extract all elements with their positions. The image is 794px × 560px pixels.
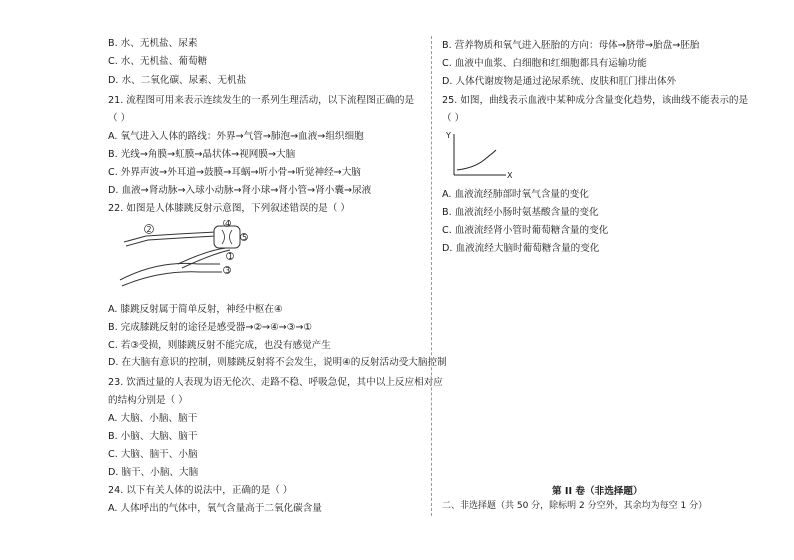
option-a-q24: A. 人体呼出的气体中，氧气含量高于二氧化碳含量 [108, 503, 322, 514]
option-a-q22: A. 膝跳反射属于简单反射，神经中枢在④ [108, 304, 283, 315]
question-23: 23. 饮酒过量的人表现为语无伦次、走路不稳、呼吸急促，其中以上反应相对应 [108, 377, 443, 388]
option-b-q20: B. 水、无机盐、尿素 [108, 38, 198, 49]
question-24: 24. 以下有关人体的说法中，正确的是（ ） [108, 485, 293, 496]
x-axis-label: X [507, 171, 513, 180]
option-b-q23: B. 小脑、大脑、脑干 [108, 431, 198, 442]
column-divider [431, 36, 433, 516]
option-d-q22: D. 在大脑有意识的控制，则膝跳反射将不会发生，说明④的反射活动受大脑控制 [108, 357, 447, 368]
y-axis-label: Y [446, 131, 451, 140]
option-d-q21: D. 血液→肾动脉→入球小动脉→肾小球→肾小管→肾小囊→尿液 [108, 185, 372, 196]
section-title: 第 II 卷（非选择题） [552, 486, 643, 497]
option-c-q24: C. 血液中血浆、白细胞和红细胞都具有运输功能 [442, 58, 647, 69]
option-b-q22: B. 完成膝跳反射的途径是感受器→②→④→③→① [108, 322, 312, 333]
option-d-q23: D. 脑干、小脑、大脑 [108, 467, 199, 478]
label-5: 5 [242, 233, 248, 242]
section-subtitle: 二、非选择题（共 50 分，除标明 2 分空外，其余均为每空 1 分） [442, 501, 708, 511]
label-3: 3 [225, 266, 231, 275]
knee-reflex-diagram [118, 220, 256, 288]
option-b-q25: B. 血液流经小肠时氨基酸含量的变化 [442, 207, 599, 218]
option-c-q22: C. 若③受损，则膝跳反射不能完成，也没有感觉产生 [108, 340, 331, 351]
option-a-q25: A. 血液流经肺部时氧气含量的变化 [442, 189, 589, 200]
option-a-q23: A. 大脑、小脑、脑干 [108, 413, 198, 424]
option-c-q21: C. 外界声波→外耳道→鼓膜→耳蜗→听小骨→听觉神经→大脑 [108, 167, 361, 178]
option-d-q25: D. 血液流经大脑时葡萄糖含量的变化 [442, 243, 600, 254]
label-1: 1 [228, 252, 234, 261]
option-b-q21: B. 光线→角膜→虹膜→晶状体→视网膜→大脑 [108, 149, 296, 160]
label-2: 2 [146, 225, 152, 234]
question-25-bracket: （ ） [442, 113, 465, 124]
option-d-q20: D. 水、二氧化碳、尿素、无机盐 [108, 75, 247, 86]
option-c-q23: C. 大脑、脑干、小脑 [108, 449, 198, 460]
option-c-q20: C. 水、无机盐、葡萄糖 [108, 56, 208, 67]
question-21: 21. 流程图可用来表示连续发生的一系列生理活动，以下流程图正确的是 [108, 95, 415, 106]
question-21-bracket: （ ） [108, 113, 131, 124]
curve-graph [444, 128, 514, 184]
question-22: 22. 如图是人体膝跳反射示意图，下列叙述错误的是（ ） [108, 203, 351, 214]
option-d-q24: D. 人体代谢废物是通过泌尿系统、皮肤和肛门排出体外 [442, 76, 677, 87]
question-23-cont: 的结构分别是（ ） [108, 395, 188, 406]
option-a-q21: A. 氧气进入人体的路线：外界→气管→肺泡→血液→组织细胞 [108, 131, 364, 142]
label-4: 4 [225, 220, 231, 228]
trend-curve [457, 150, 496, 170]
option-c-q25: C. 血液流经肾小管时葡萄糖含量的变化 [442, 225, 609, 236]
question-25: 25. 如图，曲线表示血液中某种成分含量变化趋势，该曲线不能表示的是 [442, 95, 749, 106]
option-b-q24: B. 营养物质和氧气进入胚胎的方向：母体→脐带→胎盘→胚胎 [442, 40, 700, 51]
